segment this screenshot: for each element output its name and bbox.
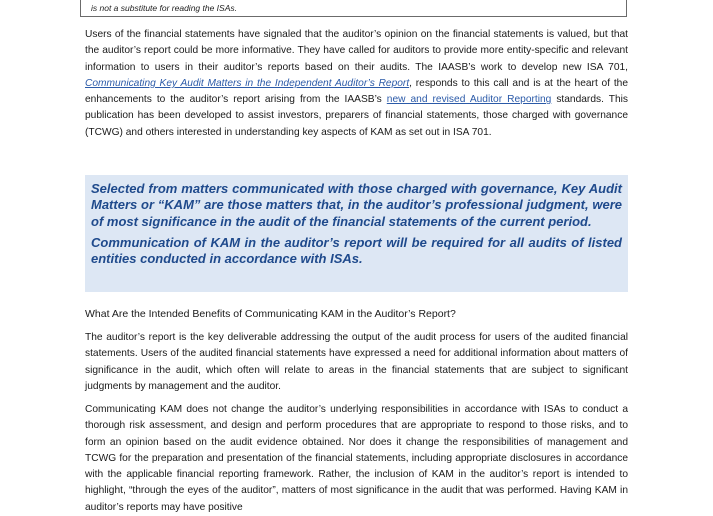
intro-text-2: , responds to this call and is at the heart of the enhancements to the auditor’s report arising from the IAASB’s <box>85 77 628 106</box>
kam-requirement: Communication of KAM in the auditor’s report will be required for all audits of listed entities conducted in accordance with ISAs. <box>91 234 622 267</box>
isa-701-link[interactable]: Communicating Key Audit Matters in the Independent Auditor’s Report <box>85 77 410 89</box>
note-box <box>80 0 627 17</box>
note-text: is not a substitute for reading the ISAs. <box>91 3 237 13</box>
section-heading: What Are the Intended Benefits of Communicating KAM in the Auditor’s Report? <box>85 308 456 320</box>
kam-definition: Selected from matters communicated with those charged with governance, Key Audit Matters or “KAM” are those matters that, in the auditor’s professional judgment, were of most significance in the audit of the financial statements of the current period. <box>91 181 622 229</box>
intro-text-3: standards. This publication has been developed to assist investors, preparers of financial statements, those charged with governance (TCWG) and others interested in understanding key aspects of KAM as set out in ISA 701. <box>85 94 628 138</box>
auditor-reporting-link[interactable]: new and revised Auditor Reporting <box>386 94 552 106</box>
kam-callout-box <box>85 175 628 292</box>
intro-paragraph <box>85 27 628 141</box>
benefits-paragraph-1: The auditor’s report is the key deliverable addressing the output of the audit process for users of the audited financial statements. Users of the audited financial statements have expressed a need for additional information about matters of significance in the audit, which often will relate to areas in the financial statements that are subject to significant judgments by management and the auditor. <box>85 332 628 392</box>
benefits-paragraph-2: Communicating KAM does not change the auditor’s underlying responsibilities in accordance with ISAs to conduct a thorough risk assessment, and design and perform procedures that are appropriate to respond to those risks, and to form an opinion based on the audit evidence obtained. Nor does it change the responsibilities of management and TCWG for the preparation and presentation of the financial statements, including appropriate disclosures in accordance with the applicable financial reporting framework. Rather, the inclusion of KAM in the auditor’s report is intended to highlight, “through the eyes of the auditor”, matters of most significance in the audit that was performed. Having KAM in auditor’s reports may have positive <box>85 404 628 513</box>
intro-text-1: Users of the financial statements have signaled that the auditor’s opinion on the financial statements is valued, but that the auditor’s report could be more informative. They have called for auditors to provide more entity-specific and relevant information to users in their auditor’s reports based on their audits. The IAASB’s work to develop new ISA 701, <box>85 29 628 73</box>
